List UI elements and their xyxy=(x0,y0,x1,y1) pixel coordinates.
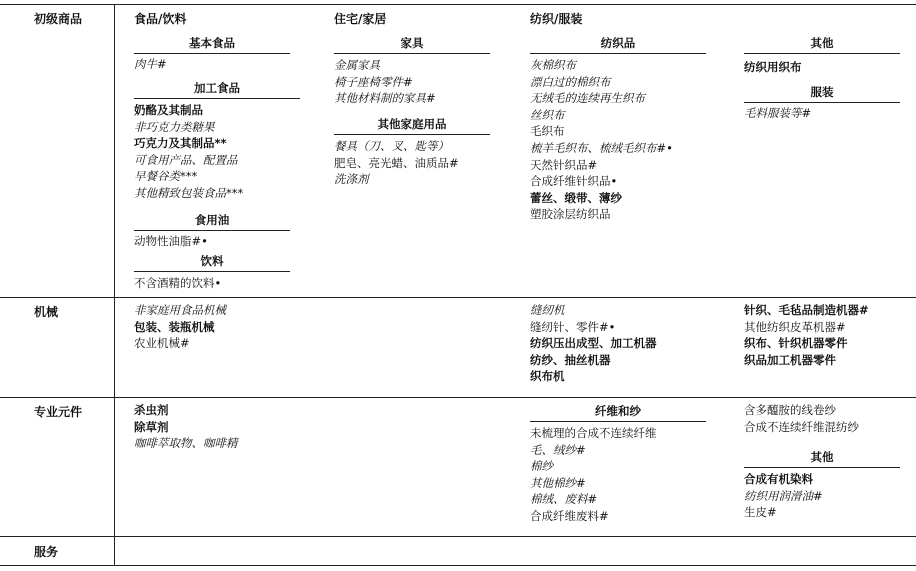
list-item: 餐具（刀、叉、匙等） xyxy=(334,139,449,153)
food-oil-list xyxy=(134,233,208,250)
row-label-services: 服务 xyxy=(34,545,59,559)
table-top-rule xyxy=(0,4,916,5)
table-bottom-rule xyxy=(0,565,916,566)
textile-apparel-head: 服装 xyxy=(810,85,834,99)
list-item: 天然针织品# xyxy=(530,157,598,172)
list-item: 棉绒、废料# xyxy=(530,492,598,507)
list-item: 非巧克力类糖果 xyxy=(134,119,215,134)
food-processed-list xyxy=(134,102,243,202)
food-machinery-list xyxy=(134,302,226,352)
food-drink-list xyxy=(134,275,221,292)
list-item: 合成不连续纤维混纺纱 xyxy=(744,419,859,434)
list-item: 其他纺织皮革机器# xyxy=(744,319,846,334)
textile-fabric-rule xyxy=(530,53,706,54)
list-item: 洗涤剂 xyxy=(334,172,369,187)
list-item: 纺织用润滑油# xyxy=(744,488,823,503)
housing-furniture-rule xyxy=(334,53,490,54)
list-item: 织布、针织机器零件 xyxy=(744,336,848,351)
food-basic-rule xyxy=(134,53,290,54)
list-item: 巧克力及其制品** xyxy=(134,136,227,151)
row-rule-machinery xyxy=(0,297,916,298)
list-item: 其他精致包装食品*** xyxy=(134,185,244,200)
row-label-primary: 初级商品 xyxy=(34,12,83,26)
textile-fabric-list xyxy=(530,57,673,223)
list-item: 咖啡萃取物、咖啡精 xyxy=(134,436,238,451)
list-item: 缝纫针、零件#• xyxy=(530,319,616,334)
column-head-textile: 纺织/服装 xyxy=(530,12,583,26)
list-item: 农业机械# xyxy=(134,336,190,351)
list-item: 可食用产品、配置品 xyxy=(134,152,238,167)
list-item: 其他棉纱# xyxy=(530,475,586,490)
textile-fiber-rule xyxy=(530,421,706,422)
food-drink-head: 饮料 xyxy=(200,254,224,268)
textile-machinery-left-list xyxy=(530,302,657,385)
list-item: 奶酪及其制品 xyxy=(134,103,203,117)
list-item: 早餐谷类*** xyxy=(134,169,198,184)
food-processed-rule xyxy=(134,98,300,99)
food-basic-list xyxy=(134,56,167,73)
list-item: 纺织用织布 xyxy=(744,60,802,74)
list-item: 其他材料制的家具# xyxy=(334,91,436,106)
food-basic-head: 基本食品 xyxy=(189,36,235,50)
food-drink-rule xyxy=(134,271,290,272)
list-item: 纺纱、抽丝机器 xyxy=(530,352,611,367)
list-item: 合成纤维废料# xyxy=(530,508,609,523)
list-item: 肉牛# xyxy=(134,57,167,71)
list-item: 灰棉织布 xyxy=(530,58,576,72)
food-oil-rule xyxy=(134,230,290,231)
textile-other-head: 其他 xyxy=(810,36,834,50)
textile-comp-other-rule xyxy=(744,467,900,468)
list-item: 包装、装瓶机械 xyxy=(134,319,215,334)
textile-fabric-head: 纺织品 xyxy=(600,36,636,50)
food-component-list xyxy=(134,402,238,452)
food-processed-head: 加工食品 xyxy=(194,81,240,95)
textile-comp-other-list xyxy=(744,471,823,521)
list-item: 非家庭用食品机械 xyxy=(134,303,226,317)
list-item: 动物性油脂#• xyxy=(134,234,208,248)
row-rule-components xyxy=(0,397,916,398)
list-item: 缝纫机 xyxy=(530,303,565,317)
textile-machinery-right-list xyxy=(744,302,869,368)
list-item: 不含酒精的饮料• xyxy=(134,276,222,290)
list-item: 纺织压出成型、加工机器 xyxy=(530,336,657,351)
list-item: 毛、绒纱# xyxy=(530,442,586,457)
list-item: 丝织布 xyxy=(530,107,565,122)
row-rule-services xyxy=(0,536,916,537)
textile-comp-right-list xyxy=(744,402,859,435)
list-item: 生皮# xyxy=(744,505,777,520)
list-item: 椅子座椅零件# xyxy=(334,74,413,89)
housing-other-rule xyxy=(334,134,490,135)
list-item: 织品加工机器零件 xyxy=(744,352,836,367)
textile-fiber-list xyxy=(530,425,657,525)
row-label-divider xyxy=(114,4,115,565)
textile-fiber-head: 纤维和纱 xyxy=(595,404,641,418)
housing-other-head: 其他家庭用品 xyxy=(377,117,447,131)
row-label-machinery: 机械 xyxy=(34,305,59,319)
list-item: 无绒毛的连续再生织布 xyxy=(530,91,645,106)
textile-other-list xyxy=(744,59,802,76)
list-item: 毛料服装等# xyxy=(744,106,812,120)
food-oil-head: 食用油 xyxy=(194,213,230,227)
housing-other-list xyxy=(334,138,459,188)
list-item: 合成有机染料 xyxy=(744,472,813,486)
list-item: 未梳理的合成不连续纤维 xyxy=(530,426,657,440)
list-item: 金属家具 xyxy=(334,58,380,72)
list-item: 合成纤维针织品• xyxy=(530,174,618,189)
list-item: 棉纱 xyxy=(530,459,553,474)
textile-apparel-list xyxy=(744,105,811,122)
housing-furniture-list xyxy=(334,57,436,107)
list-item: 含多醯胺的线卷纱 xyxy=(744,403,836,417)
textile-apparel-rule xyxy=(744,102,900,103)
housing-furniture-head: 家具 xyxy=(400,36,424,50)
column-head-food: 食品/饮料 xyxy=(134,12,187,26)
list-item: 杀虫剂 xyxy=(134,403,169,417)
list-item: 蕾丝、缎带、薄纱 xyxy=(530,190,622,205)
list-item: 除草剂 xyxy=(134,419,169,434)
list-item: 漂白过的棉织布 xyxy=(530,74,611,89)
list-item: 塑胶涂层纺织品 xyxy=(530,207,611,222)
list-item: 针织、毛毡品制造机器# xyxy=(744,303,869,317)
row-label-components: 专业元件 xyxy=(34,405,83,419)
column-head-housing: 住宅/家居 xyxy=(334,12,387,26)
list-item: 肥皂、亮光蜡、油质品# xyxy=(334,155,459,170)
textile-other-rule xyxy=(744,53,900,54)
textile-comp-other-head: 其他 xyxy=(810,450,834,464)
list-item: 梳羊毛织布、梳绒毛织布#• xyxy=(530,140,673,155)
list-item: 织布机 xyxy=(530,369,565,384)
list-item: 毛织布 xyxy=(530,124,565,139)
